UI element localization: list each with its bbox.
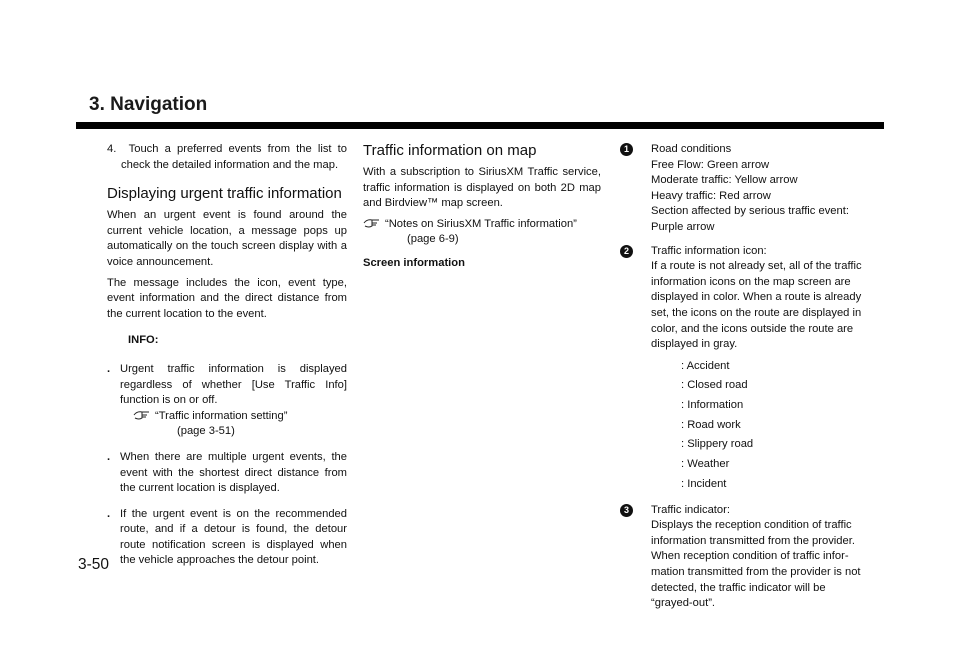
item-line: displayed in color. When a route is already (651, 291, 862, 304)
item-line: displayed in gray. (651, 338, 738, 351)
subheading-screen-information: Screen information (363, 256, 465, 269)
information-icon-label: : Information (681, 399, 744, 412)
item-line: Moderate traffic: Yellow arrow (651, 174, 798, 187)
step-text: Touch a preferred events from the list to check the detailed information and the map. (121, 143, 348, 171)
paragraph: The message includes the icon, event type, event information and the direct distance from the current location to the event. (107, 276, 347, 320)
slippery-road-icon-label: : Slippery road (681, 438, 754, 451)
bullet-dot: . (107, 507, 111, 520)
cross-reference[interactable] (133, 409, 347, 440)
info-bullet (107, 450, 347, 497)
item-line: set, the icons on the route are displayed in (651, 306, 862, 319)
item-line: Purple arrow (651, 220, 715, 233)
heading-urgent-traffic: Displaying urgent traffic information (107, 185, 342, 203)
item-line: color, and the icons outside the route are (651, 322, 854, 335)
item-line: “grayed-out”. (651, 597, 716, 610)
number-badge: 2 (620, 245, 633, 258)
page-number: 3-50 (78, 556, 110, 573)
item-line: Displays the reception condition of traffic (651, 519, 852, 532)
item-line: Free Flow: Green arrow (651, 158, 770, 171)
item-line: mation transmitted from the provider is not (651, 565, 861, 578)
number-badge: 3 (620, 504, 633, 517)
screen-info-item-3 (620, 503, 870, 612)
bullet-text: Urgent traffic information is displayed regardless of whether [Use Traffic Info] function is on or off. (120, 362, 347, 407)
bullet-text: When there are multiple urgent events, the event with the shortest direct distance from the current location is displayed. (120, 450, 347, 495)
paragraph: With a subscription to SiriusXM Traffic service, traffic information is displayed on both 2D map and Birdview™ map screen. (363, 166, 601, 210)
reference-page: (page 3-51) (177, 425, 235, 438)
screen-info-item-1 (620, 142, 870, 236)
info-label: INFO: (128, 334, 159, 347)
bullet-text: If the urgent event is on the recommended route, and if a detour is found, the detour route notification screen is displayed when the vehicle approaches the detour point. (120, 507, 347, 567)
item-line: Road conditions (651, 143, 732, 155)
weather-icon-label: : Weather (681, 458, 730, 471)
reference-title: “Traffic information setting” (155, 409, 288, 422)
step-4 (107, 142, 347, 173)
item-line: Traffic information icon: (651, 244, 767, 257)
item-line: Traffic indicator: (651, 503, 730, 516)
column-left (107, 142, 347, 579)
bullet-dot: . (107, 450, 111, 463)
item-line: When reception condition of traffic infor- (651, 550, 849, 563)
item-line: If a route is not already set, all of the traffic (651, 260, 862, 273)
step-number: 4. (107, 143, 117, 155)
item-line: information transmitted from the provider. (651, 534, 855, 547)
item-line: Section affected by serious traffic event: (651, 205, 849, 218)
traffic-icon-legend (681, 357, 870, 495)
heading-traffic-on-map: Traffic information on map (363, 142, 537, 159)
reference-title: “Notes on SiriusXM Traffic information” (385, 217, 577, 230)
header-divider (76, 122, 884, 129)
info-bullet (107, 507, 347, 569)
cross-reference[interactable] (363, 217, 601, 248)
paragraph: When an urgent event is found around the current vehicle location, a message pops up automatically on the touch screen display with a voice announcement. (107, 209, 347, 268)
section-title: 3. Navigation (89, 94, 208, 115)
closed-road-icon-label: : Closed road (681, 379, 748, 392)
bullet-dot: . (107, 362, 111, 375)
column-right (620, 142, 870, 620)
number-badge: 1 (620, 143, 633, 156)
road-work-icon-label: : Road work (681, 418, 741, 431)
column-middle (363, 142, 601, 277)
reference-hand-icon (133, 409, 155, 440)
item-line: information icons on the map screen are (651, 275, 851, 288)
item-line: Heavy traffic: Red arrow (651, 189, 771, 202)
info-bullet (107, 362, 347, 440)
screen-info-item-2 (620, 244, 870, 495)
reference-hand-icon (363, 217, 385, 248)
reference-page: (page 6-9) (407, 233, 459, 246)
accident-icon-label: : Accident (681, 359, 730, 372)
item-line: detected, the traffic indicator will be (651, 581, 826, 594)
incident-icon-label: : Incident (681, 477, 727, 490)
